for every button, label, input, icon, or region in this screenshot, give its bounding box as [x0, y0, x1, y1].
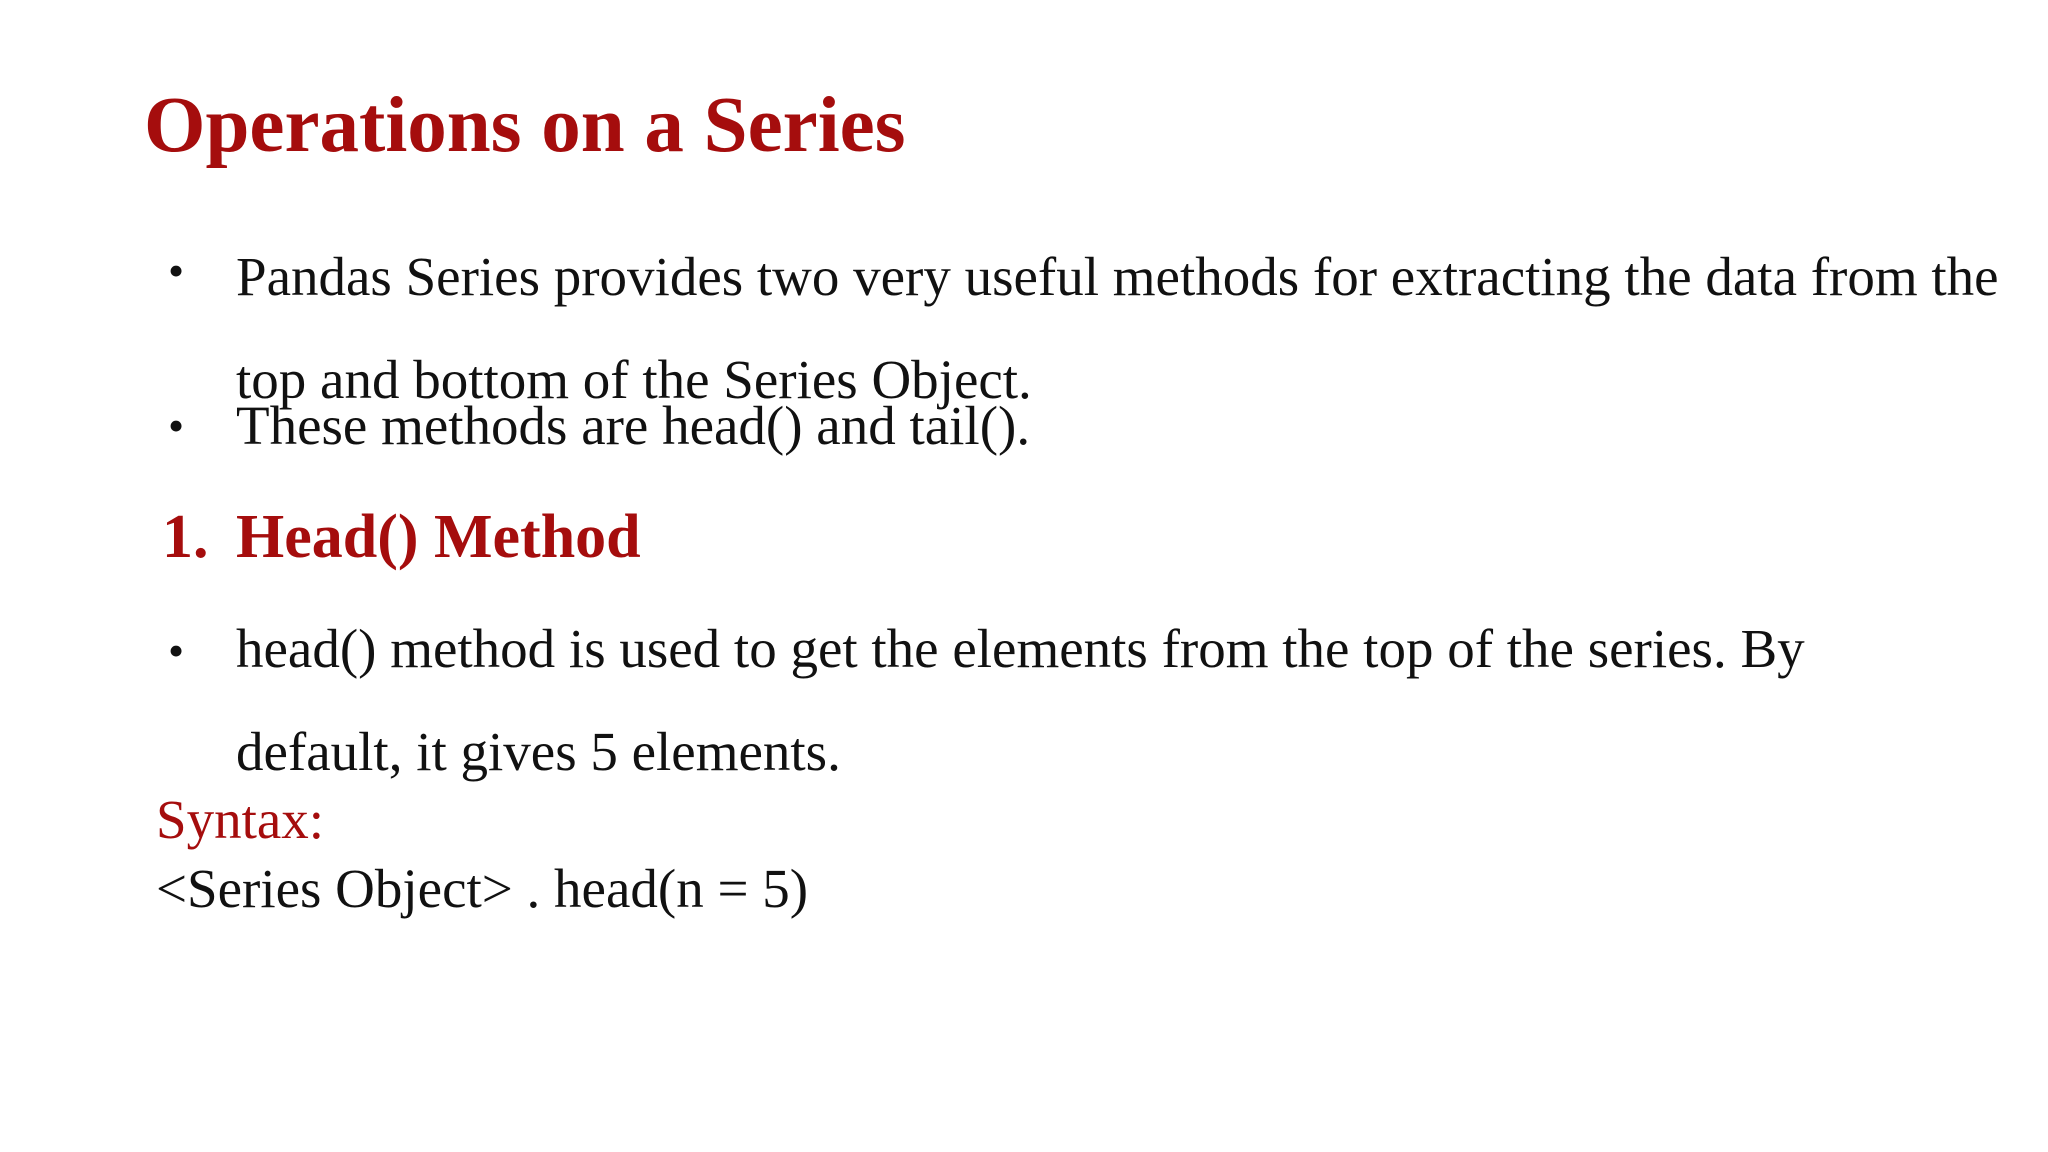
bullet-text-pandas-methods: Pandas Series provides two very useful methods for extracting the data from the top and bottom of the Series Object. [236, 246, 1999, 410]
bullet-marker: • [168, 400, 185, 451]
section-heading-head-method [162, 503, 641, 571]
slide-title: Operations on a Series [144, 82, 906, 169]
bullet-text-head-tail: These methods are head() and tail(). [236, 395, 1031, 456]
syntax-code: <Series Object> . head(n = 5) [156, 858, 809, 919]
bullet-marker: • [168, 245, 185, 296]
section-heading-text: Head() Method [236, 503, 641, 571]
section-number: 1. [162, 503, 209, 571]
bullet-marker: • [168, 625, 185, 676]
syntax-label: Syntax: [156, 789, 325, 850]
bullet-text-head-description: head() method is used to get the elements from the top of the series. By default, it gives 5 elements. [236, 618, 1805, 782]
